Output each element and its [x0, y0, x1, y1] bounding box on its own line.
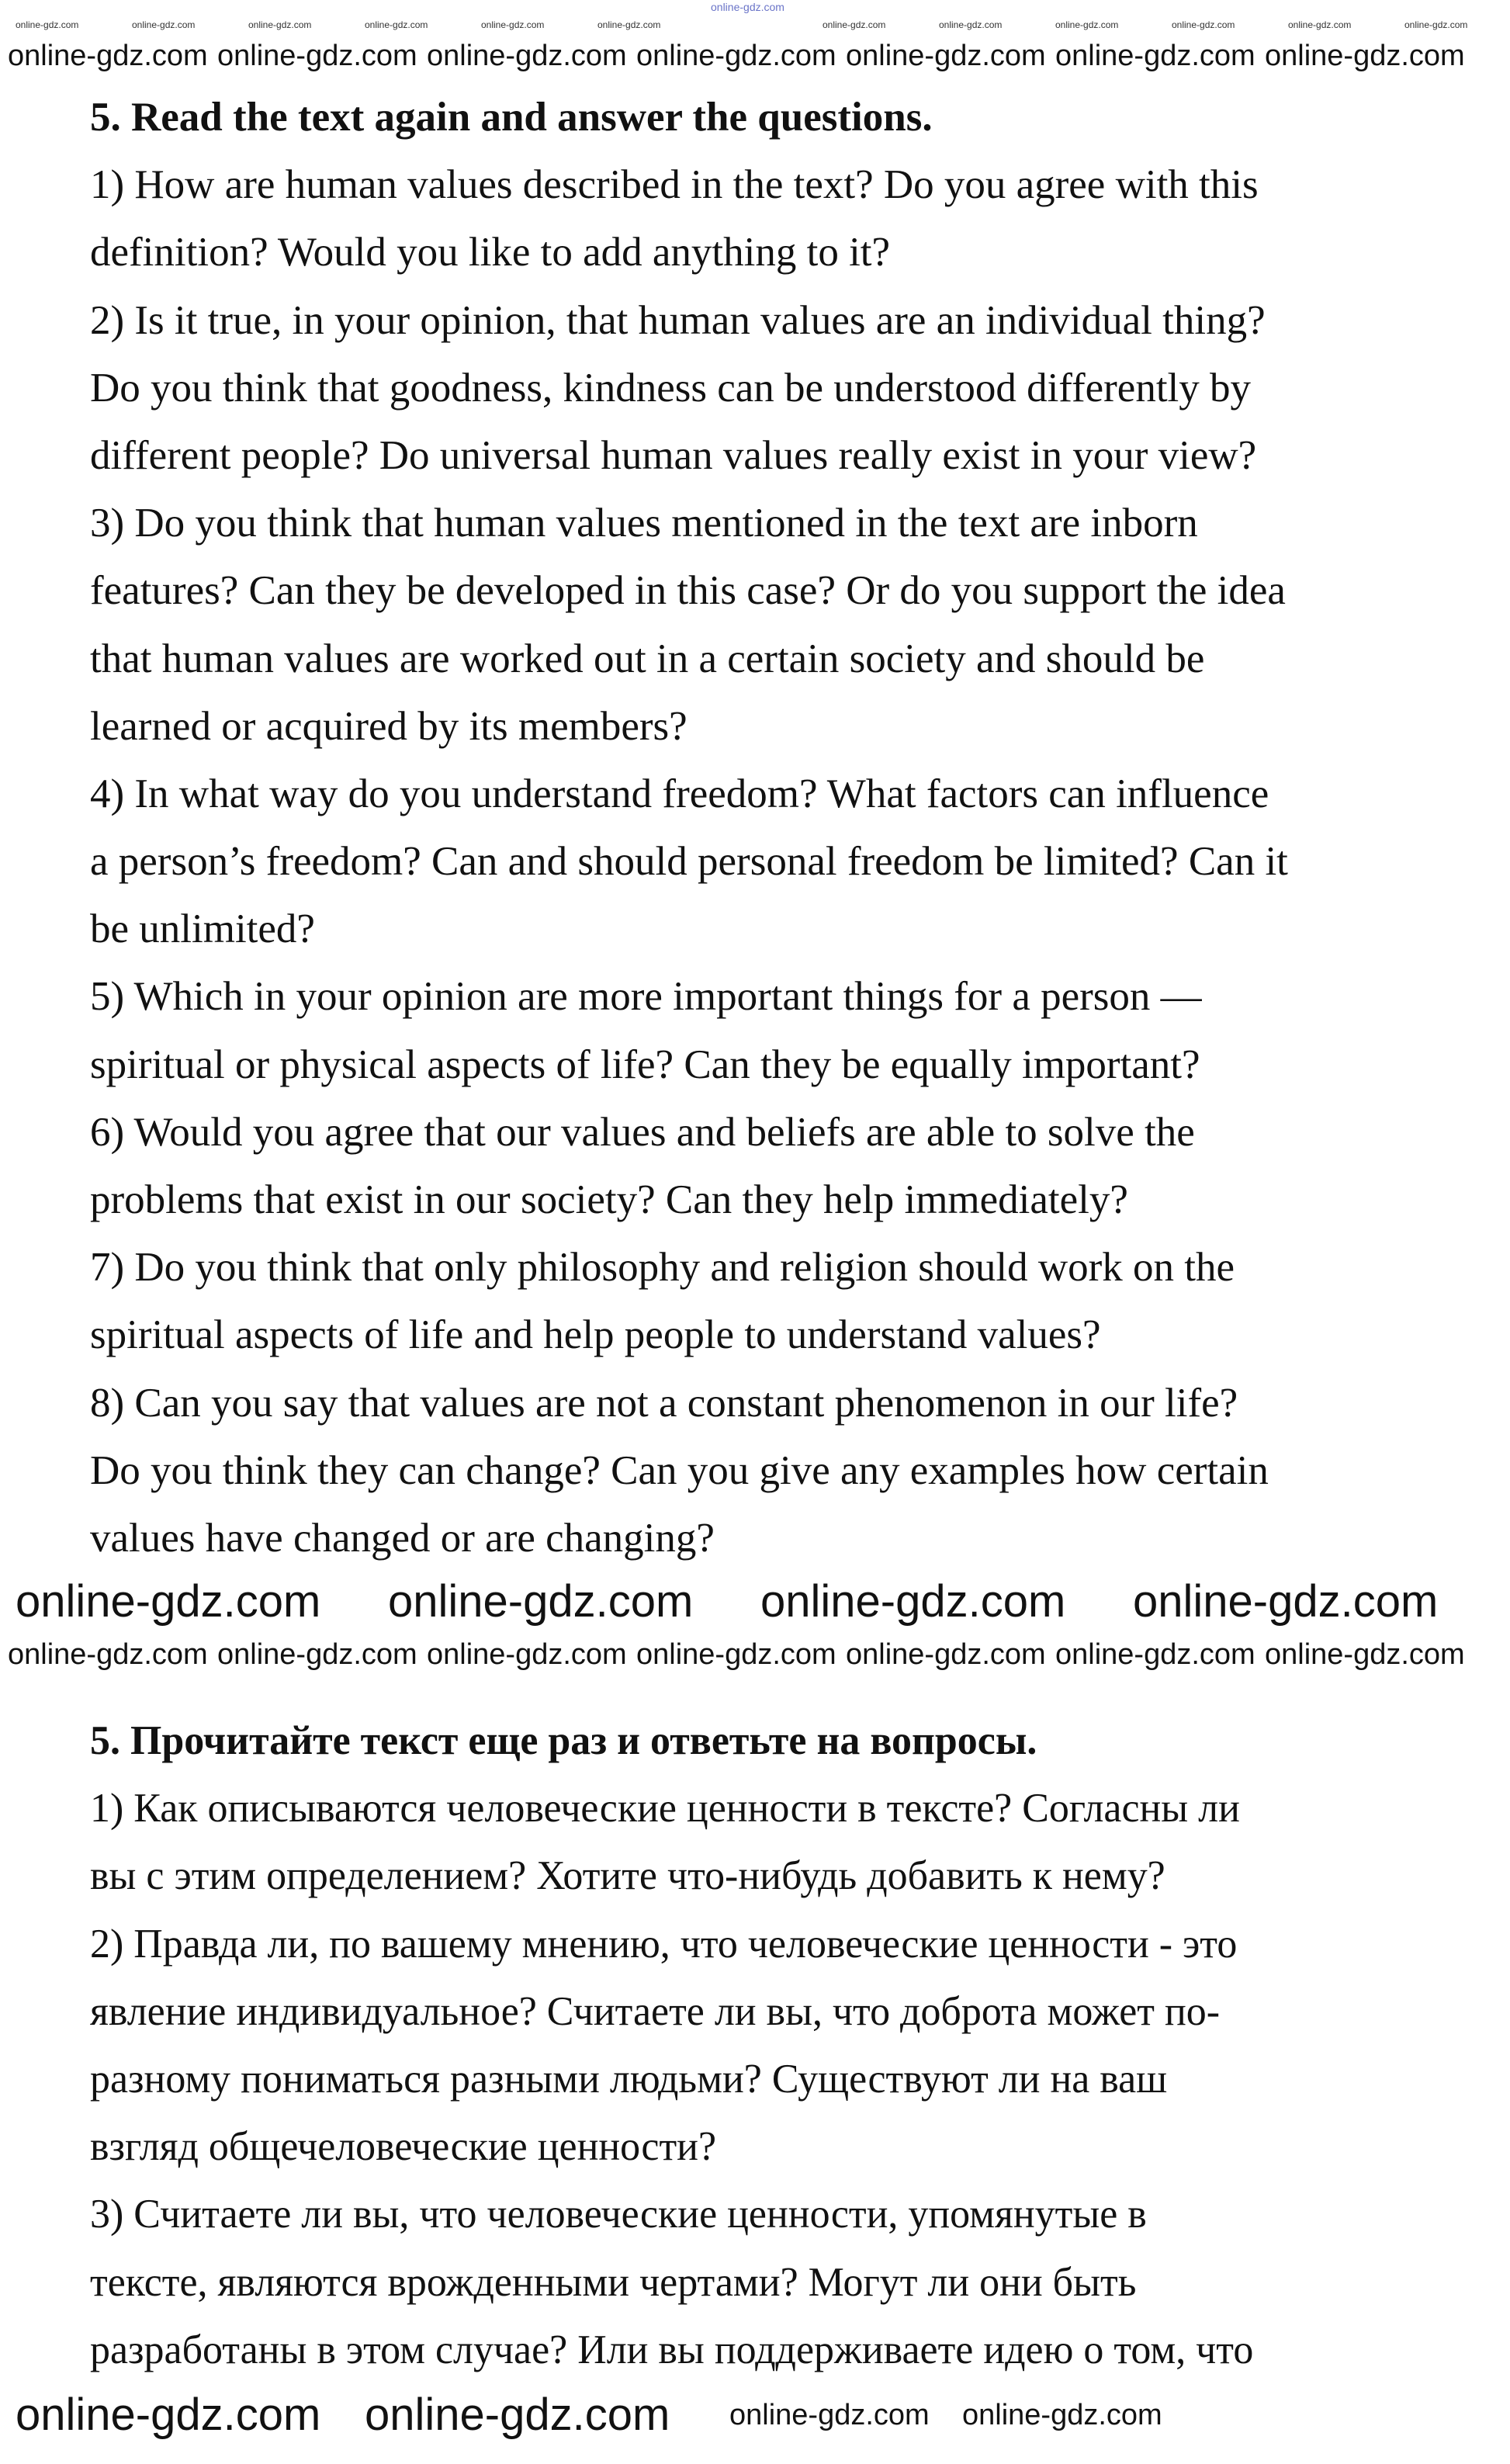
watermark: online-gdz.com — [1265, 40, 1465, 72]
watermark: online-gdz.com — [132, 19, 196, 30]
watermark: online-gdz.com — [1404, 19, 1468, 30]
text-line: тексте, являются врожденными чертами? Могут ли они быть — [90, 2259, 1137, 2305]
text-line: learned or acquired by its members? — [90, 703, 687, 749]
watermark: online-gdz.com — [1265, 1638, 1465, 1671]
watermark: online-gdz.com — [1288, 19, 1352, 30]
watermark: online-gdz.com — [760, 1576, 1066, 1627]
watermark: online-gdz.com — [1172, 19, 1235, 30]
text-line: spiritual or physical aspects of life? Can they be equally important? — [90, 1041, 1200, 1087]
text-line: 2) Правда ли, по вашему мнению, что человеческие ценности - это — [90, 1921, 1238, 1967]
watermark: online-gdz.com — [846, 1638, 1046, 1671]
watermark: online-gdz.com — [729, 2399, 930, 2431]
watermark: online-gdz.com — [823, 19, 886, 30]
watermark: online-gdz.com — [427, 40, 627, 72]
watermark: online-gdz.com — [365, 2389, 670, 2440]
watermark: online-gdz.com — [939, 19, 1003, 30]
text-line: разработаны в этом случае? Или вы поддерживаете идею о том, что — [90, 2327, 1254, 2372]
text-line: 3) Do you think that human values mentioned in the text are inborn — [90, 501, 1198, 546]
text-line: 2) Is it true, in your opinion, that human values are an individual thing? — [90, 297, 1266, 343]
text-line: 4) In what way do you understand freedom? What factors can influence — [90, 771, 1269, 816]
text-line: that human values are worked out in a certain society and should be — [90, 636, 1205, 681]
watermark: online-gdz.com — [962, 2399, 1162, 2431]
watermark: online-gdz.com — [1133, 1576, 1439, 1627]
watermark: online-gdz.com — [846, 40, 1046, 72]
text-line: spiritual aspects of life and help people to understand values? — [90, 1312, 1101, 1358]
watermark: online-gdz.com — [711, 1, 784, 13]
watermark: online-gdz.com — [597, 19, 661, 30]
russian-task-title: 5. Прочитайте текст еще раз и ответьте на вопросы. — [90, 1718, 1037, 1763]
text-line: be unlimited? — [90, 906, 315, 952]
watermark: online-gdz.com — [248, 19, 312, 30]
text-line: разному пониматься разными людьми? Существуют ли на ваш — [90, 2056, 1168, 2102]
text-line: 7) Do you think that only philosophy and religion should work on the — [90, 1245, 1235, 1291]
watermark: online-gdz.com — [8, 1638, 208, 1671]
watermark: online-gdz.com — [636, 1638, 836, 1671]
text-line: вы с этим определением? Хотите что-нибудь добавить к нему? — [90, 1853, 1165, 1899]
text-line: взгляд общечеловеческие ценности? — [90, 2124, 717, 2170]
english-task-title: 5. Read the text again and answer the questions. — [90, 95, 933, 140]
watermark: online-gdz.com — [427, 1638, 627, 1671]
watermark: online-gdz.com — [16, 2389, 321, 2440]
text-line: 1) Как описываются человеческие ценности в тексте? Согласны ли — [90, 1786, 1240, 1832]
watermark: online-gdz.com — [388, 1576, 694, 1627]
watermark: online-gdz.com — [481, 19, 545, 30]
text-line: явление индивидуальное? Считаете ли вы, что доброта может по- — [90, 1988, 1221, 2034]
watermark: online-gdz.com — [217, 40, 417, 72]
text-line: problems that exist in our society? Can they help immediately? — [90, 1177, 1128, 1222]
watermark: online-gdz.com — [1055, 40, 1255, 72]
watermark: online-gdz.com — [1055, 1638, 1255, 1671]
text-line: a person’s freedom? Can and should personal freedom be limited? Can it — [90, 839, 1288, 885]
text-line: features? Can they be developed in this case? Or do you support the idea — [90, 568, 1286, 614]
text-line: different people? Do universal human values really exist in your view? — [90, 432, 1257, 478]
watermark: online-gdz.com — [16, 19, 79, 30]
text-line: 3) Считаете ли вы, что человеческие ценности, упомянутые в — [90, 2192, 1147, 2237]
text-line: 1) How are human values described in the text? Do you agree with this — [90, 162, 1259, 208]
text-line: 6) Would you agree that our values and beliefs are able to solve the — [90, 1109, 1195, 1155]
text-line: values have changed or are changing? — [90, 1515, 715, 1561]
watermark: online-gdz.com — [8, 40, 208, 72]
watermark: online-gdz.com — [365, 19, 428, 30]
english-task-section — [90, 84, 1288, 1572]
text-line: Do you think they can change? Can you give any examples how certain — [90, 1447, 1269, 1493]
text-line: Do you think that goodness, kindness can be understood differently by — [90, 365, 1252, 411]
watermark: online-gdz.com — [16, 1576, 321, 1627]
watermark: online-gdz.com — [217, 1638, 417, 1671]
text-line: definition? Would you like to add anything to it? — [90, 230, 891, 276]
watermark: online-gdz.com — [1055, 19, 1119, 30]
text-line: 5) Which in your opinion are more important things for a person — — [90, 974, 1202, 1020]
text-line: 8) Can you say that values are not a constant phenomenon in our life? — [90, 1380, 1238, 1426]
watermark: online-gdz.com — [636, 40, 836, 72]
russian-task-section — [90, 1707, 1277, 2384]
